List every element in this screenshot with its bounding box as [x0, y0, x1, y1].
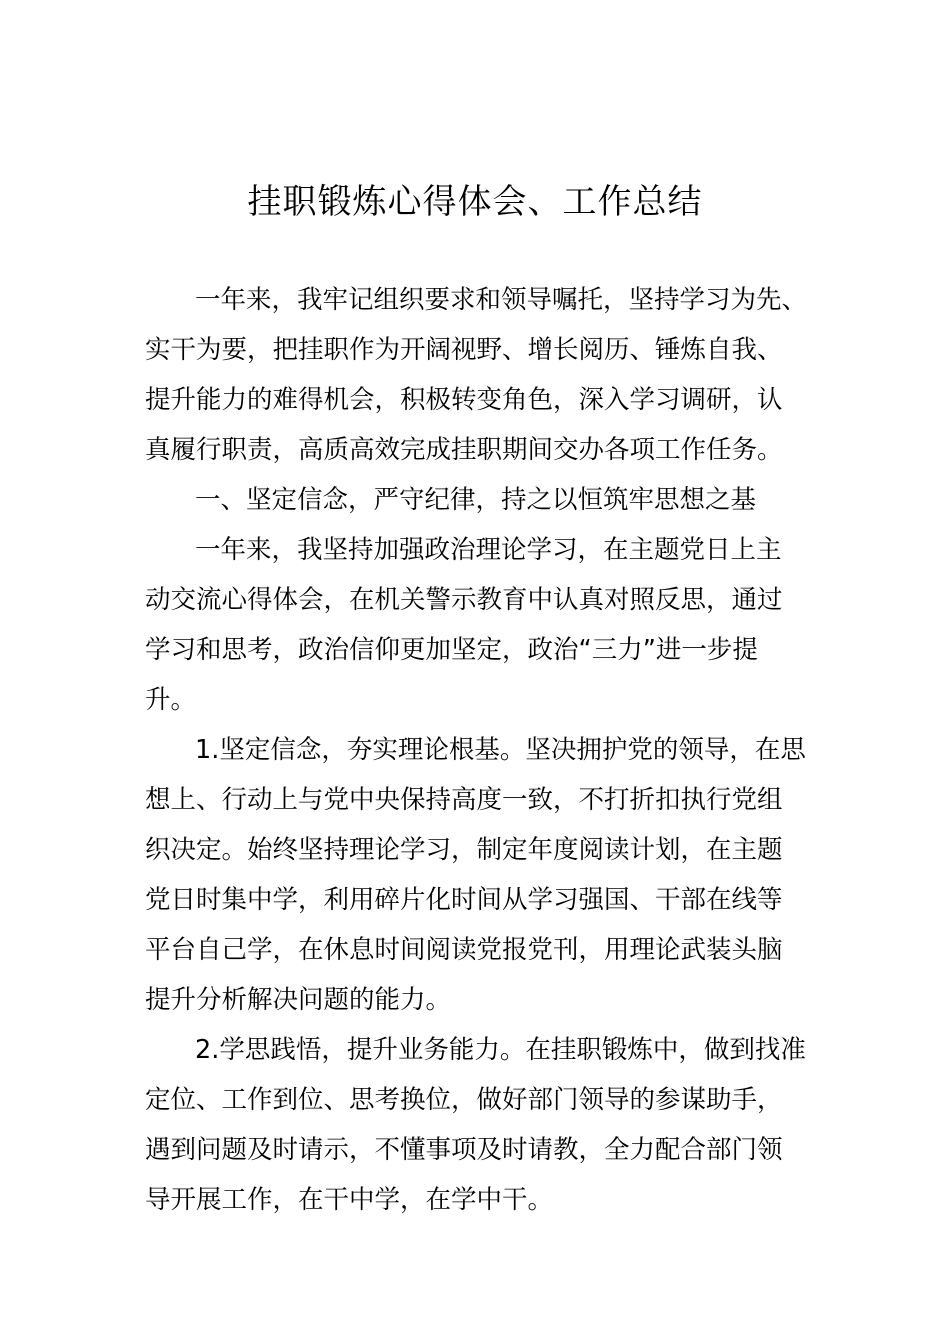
paragraph-line: 导开展工作，在干中学，在学中干。 [145, 1185, 554, 1215]
paragraph-line: 动交流心得体会，在机关警示教育中认真对照反思，通过 [145, 585, 783, 615]
paragraph-line: 提升分析解决问题的能力。 [145, 985, 452, 1015]
paragraph-line: 织决定。始终坚持理论学习，制定年度阅读计划，在主题 [145, 835, 783, 865]
paragraph-line: 真履行职责，高质高效完成挂职期间交办各项工作任务。 [145, 435, 783, 465]
paragraph-line: 一年来，我牢记组织要求和领导嘱托，坚持学习为先、 [195, 285, 808, 315]
paragraph-line: 实干为要，把挂职作为开阔视野、增长阅历、锤炼自我、 [145, 335, 783, 365]
paragraph-line: 定位、工作到位、思考换位，做好部门领导的参谋助手， [145, 1085, 783, 1115]
paragraph-line: 党日时集中学，利用碎片化时间从学习强国、干部在线等 [145, 885, 783, 915]
paragraph-line: 学习和思考，政治信仰更加坚定，政治“三力”进一步提 [145, 635, 758, 665]
paragraph-line: 想上、行动上与党中央保持高度一致，不打折扣执行党组 [145, 785, 783, 815]
paragraph-line: 2.学思践悟，提升业务能力。在挂职锻炼中，做到找准 [195, 1035, 806, 1065]
section-heading: 一、坚定信念，严守纪律，持之以恒筑牢思想之基 [195, 485, 757, 515]
paragraph-line: 1.坚定信念，夯实理论根基。坚决拥护党的领导，在思 [195, 735, 806, 765]
paragraph-line: 提升能力的难得机会，积极转变角色，深入学习调研，认 [145, 385, 783, 415]
paragraph-line: 平台自己学，在休息时间阅读党报党刊，用理论武装头脑 [145, 935, 783, 965]
paragraph-line: 升。 [145, 685, 197, 715]
paragraph-line: 一年来，我坚持加强政治理论学习，在主题党日上主 [195, 535, 782, 565]
document-title: 挂职锻炼心得体会、工作总结 [247, 182, 703, 222]
paragraph-line: 遇到问题及时请示，不懂事项及时请教，全力配合部门领 [145, 1135, 783, 1165]
